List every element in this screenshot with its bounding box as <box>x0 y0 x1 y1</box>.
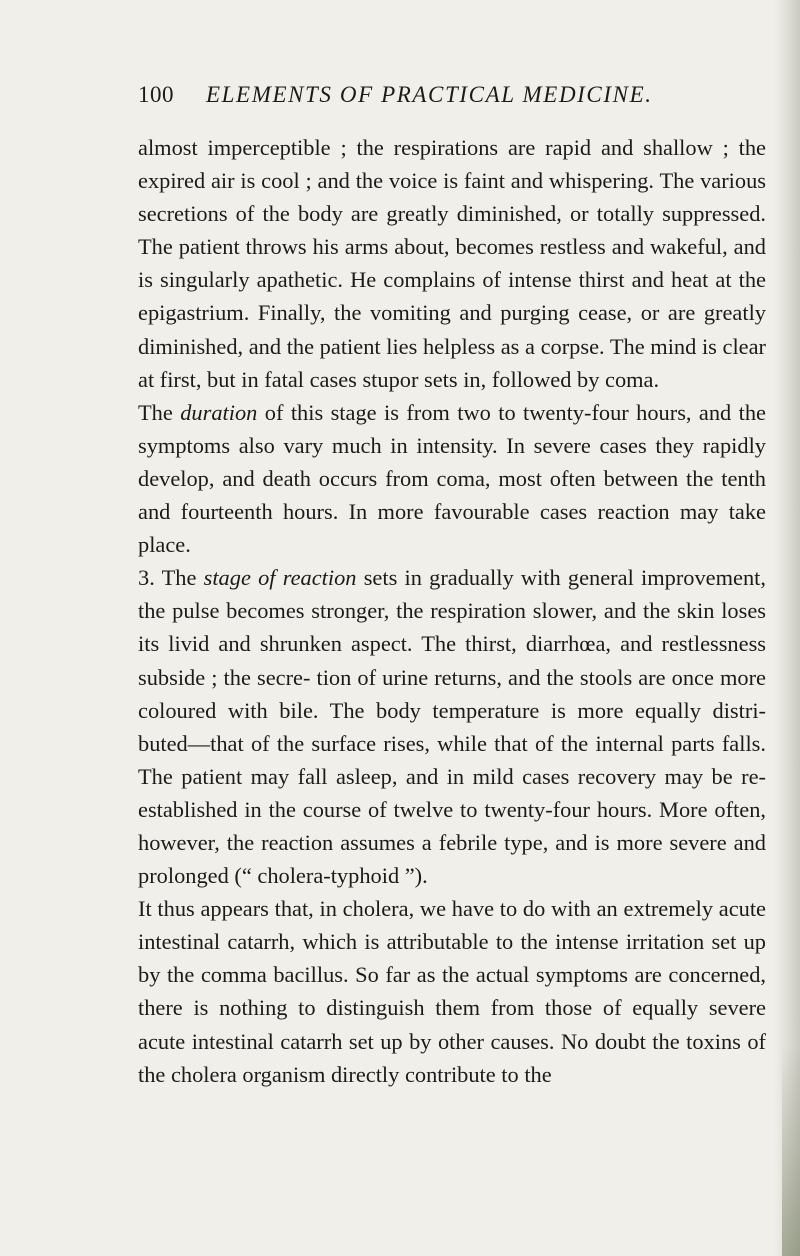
paragraph-3-text-a: 3. The <box>138 565 204 591</box>
page-edge-stain <box>782 1046 800 1256</box>
page-number: 100 <box>138 82 174 107</box>
paragraph-1 <box>138 131 766 396</box>
body-text <box>138 131 766 1091</box>
paragraph-4 <box>138 892 766 1091</box>
paragraph-2 <box>138 396 766 561</box>
paragraph-3 <box>138 561 766 892</box>
paragraph-2-text-b: of this stage is from two to twenty-four hours, and the symptoms also vary much in intensity. In severe cases they rapidly develop, and death occurs from coma, most often between the tenth and fourteenth hours. In more favourable cases reaction may take place. <box>138 399 766 558</box>
paragraph-1-text: almost imperceptible ; the respirations are rapid and shallow ; the expired air is cool ; and the voice is faint and whispering. The various secretions of the body are greatly diminished, or totally suppressed. The patient throws his arms about, becomes restless and wakeful, and is singularly apathetic. He complains of intense thirst and heat at the epigastrium. Finally, the vomiting and purging cease, or are greatly diminished, and the patient lies helpless as a corpse. The mind is clear at first, but in fatal cases stupor sets in, followed by coma. <box>138 135 766 392</box>
paragraph-2-text-a: The <box>138 399 181 425</box>
term-stage-of-reaction: stage of reaction <box>203 565 357 591</box>
paragraph-3-text-b: sets in gradually with general improvement, the pulse becomes stronger, the respiration slower, and the skin loses its livid and shrunken aspect. The thirst, diarrhœa, and restlessness subside ; the secre- tion of urine returns, and the stools are once more coloured with bile. The body temperature is more equally distri- buted—that of the surface rises, while that of the internal parts falls. The patient may fall asleep, and in mild cases recovery may be re-established in the course of twelve to twenty-four hours. More often, however, the reaction assumes a febrile type, and is more severe and prolonged (“ cholera-typhoid ”). <box>138 565 766 889</box>
paragraph-4-text: It thus appears that, in cholera, we have to do with an extremely acute intestinal catarrh, which is attributable to the intense irritation set up by the comma bacillus. So far as the actual symptoms are concerned, there is nothing to distinguish them from those of equally severe acute intestinal catarrh set up by other causes. No doubt the toxins of the cholera organism directly contribute to the <box>138 896 766 1087</box>
running-title: ELEMENTS OF PRACTICAL MEDICINE. <box>206 82 653 107</box>
running-head <box>138 78 700 112</box>
term-duration: duration <box>180 399 258 425</box>
